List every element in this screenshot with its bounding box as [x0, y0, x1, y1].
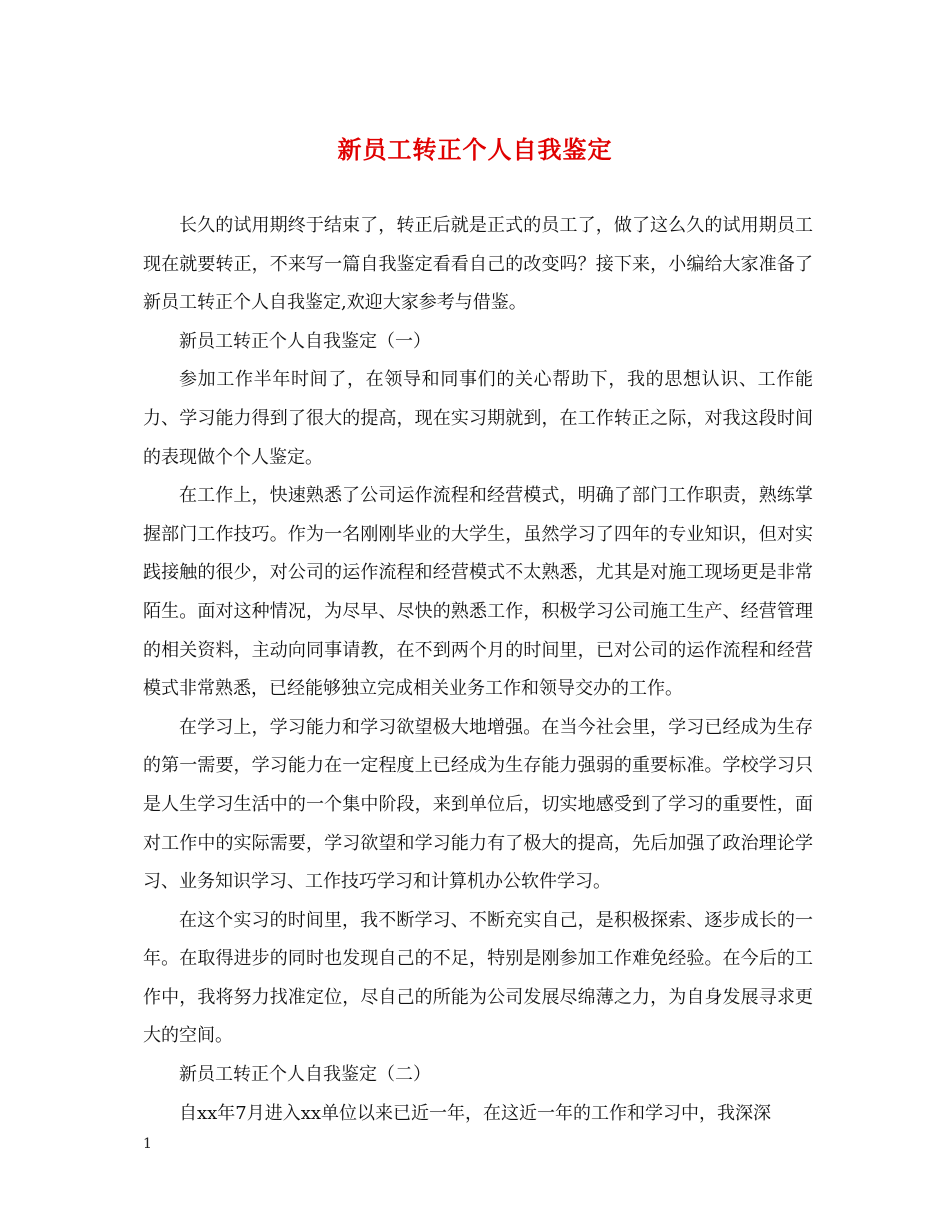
paragraph: 在学习上，学习能力和学习欲望极大地增强。在当今社会里，学习已经成为生存的第一需要，学习能力在一定程度上已经成为生存能力强弱的重要标准。学校学习只是人生学习生活中的一个集中阶段，来到单位后，切实地感受到了学习的重要性，面对工作中的实际需要，学习欲望和学习能力有了极大的提高，先后加强了政治理论学习、业务知识学习、工作技巧学习和计算机办公软件学习。	[143, 716, 813, 893]
document-body	[143, 207, 813, 1133]
paragraph: 自xx年7月进入xx单位以来已近一年，在这近一年的工作和学习中，我深深	[179, 1102, 772, 1124]
paragraph: 在这个实习的时间里，我不断学习、不断充实自己，是积极探索、逐步成长的一年。在取得进步的同时也发现自己的不足，特别是刚参加工作难免经验。在今后的工作中，我将努力找准定位，尽自己的所能为公司发展尽绵薄之力，为自身发展寻求更大的空间。	[143, 909, 813, 1047]
document-title: 新员工转正个人自我鉴定	[337, 135, 613, 164]
page-number: 1	[143, 1136, 152, 1152]
paragraph: 参加工作半年时间了，在领导和同事们的关心帮助下，我的思想认识、工作能力、学习能力得到了很大的提高，现在实习期就到，在工作转正之际，对我这段时间的表现做个个人鉴定。	[143, 369, 813, 468]
paragraph-intro: 长久的试用期终于结束了，转正后就是正式的员工了，做了这么久的试用期员工现在就要转正，不来写一篇自我鉴定看看自己的改变吗？接下来，小编给大家准备了新员工转正个人自我鉴定,欢迎大家参考与借鉴。	[143, 215, 813, 314]
paragraph: 在工作上，快速熟悉了公司运作流程和经营模式，明确了部门工作职责，熟练掌握部门工作技巧。作为一名刚刚毕业的大学生，虽然学习了四年的专业知识，但对实践接触的很少，对公司的运作流程和经营模式不太熟悉，尤其是对施工现场更是非常陌生。面对这种情况，为尽早、尽快的熟悉工作，积极学习公司施工生产、经营管理的相关资料，主动向同事请教，在不到两个月的时间里，已对公司的运作流程和经营模式非常熟悉，已经能够独立完成相关业务工作和领导交办的工作。	[143, 485, 813, 700]
section-heading-two: 新员工转正个人自我鉴定（二）	[179, 1064, 431, 1086]
section-heading-one: 新员工转正个人自我鉴定（一）	[179, 330, 431, 352]
